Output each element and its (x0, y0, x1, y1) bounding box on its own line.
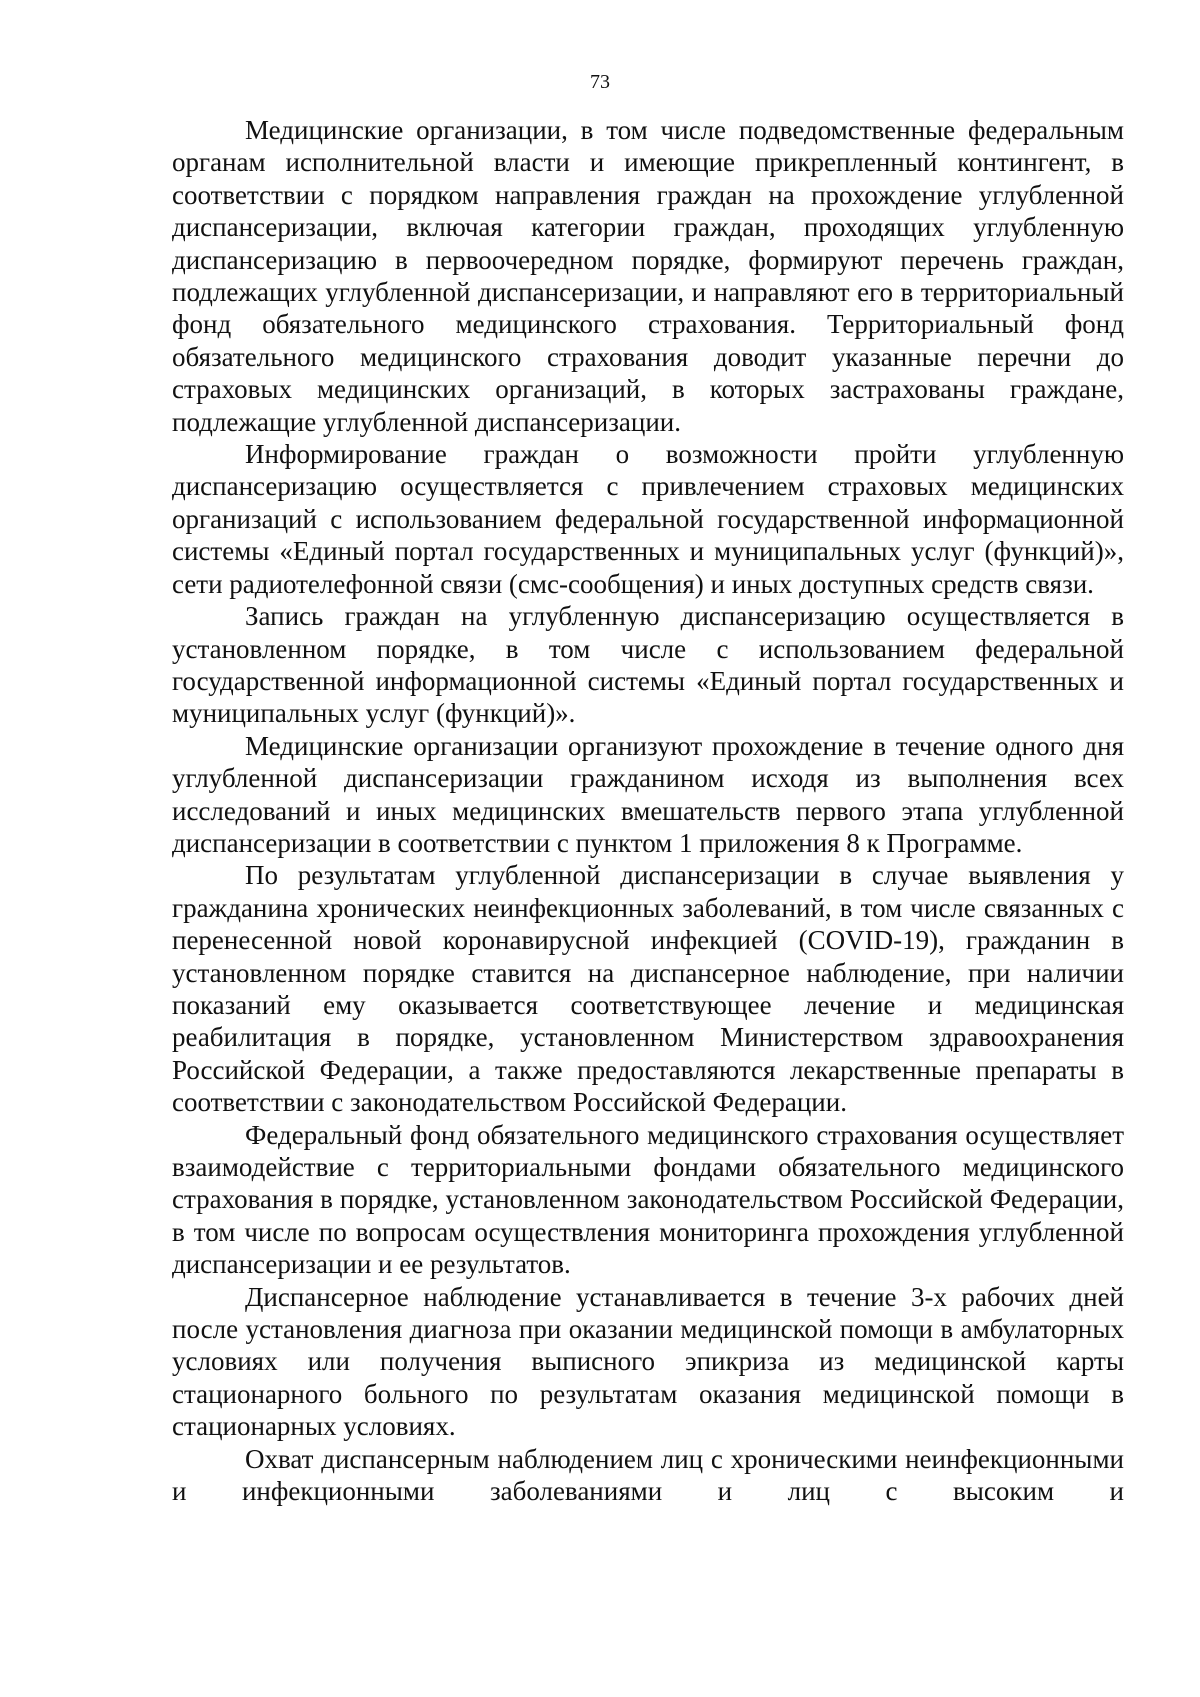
paragraph-federal-fund: Федеральный фонд обязательного медицинского страхования осуществляет взаимодействие с территориальными фондами обязательного медицинского страхования в порядке, установленном законодательством Российской Федерации, в том числе по вопросам осуществления мониторинга прохождения углубленной диспансеризации и ее результатов. (172, 1119, 1124, 1280)
page-number: 73 (590, 71, 610, 93)
paragraph-screening-results: По результатам углубленной диспансеризации в случае выявления у гражданина хронических неинфекционных заболеваний, в том числе связанных с перенесенной новой коронавирусной инфекцией (COVID-19), гражданин в установленном порядке ставится на диспансерное наблюдение, при наличии показаний ему оказывается соответствующее лечение и медицинская реабилитация в порядке, установленном Министерством здравоохранения Российской Федерации, а также предоставляются лекарственные препараты в соответствии с законодательством Российской Федерации. (172, 860, 1124, 1118)
paragraph-dispensary-observation: Диспансерное наблюдение устанавливается в течение 3-х рабочих дней после установления диагноза при оказании медицинской помощи в амбулаторных условиях или получения выписного эпикриза из медицинской карты стационарного больного по результатам оказания медицинской помощи в стационарных условиях. (172, 1281, 1124, 1442)
document-body (172, 114, 1124, 1507)
paragraph-patient-lists: Медицинские организации, в том числе подведомственные федеральным органам исполнительной власти и имеющие прикрепленный контингент, в соответствии с порядком направления граждан на прохождение углубленной диспансеризации, включая категории граждан, проходящих углубленную диспансеризацию в первоочередном порядке, формируют перечень граждан, подлежащих углубленной диспансеризации, и направляют его в территориальный фонд обязательного медицинского страхования. Территориальный фонд обязательного медицинского страхования доводит указанные перечни до страховых медицинских организаций, в которых застрахованы граждане, подлежащие углубленной диспансеризации. (172, 115, 1124, 437)
paragraph-one-day-screening: Медицинские организации организуют прохождение в течение одного дня углубленной диспансеризации гражданином исходя из выполнения всех исследований и иных медицинских вмешательств первого этапа углубленной диспансеризации в соответствии с пунктом 1 приложения 8 к Программе. (172, 730, 1124, 858)
paragraph-appointment-booking: Запись граждан на углубленную диспансеризацию осуществляется в установленном порядке, в том числе с использованием федеральной государственной информационной системы «Единый портал государственных и муниципальных услуг (функций)». (172, 601, 1124, 729)
paragraph-observation-coverage: Охват диспансерным наблюдением лиц с хроническими неинфекционными и инфекционными заболеваниями и лиц с высоким и (172, 1443, 1124, 1507)
paragraph-informing-citizens: Информирование граждан о возможности пройти углубленную диспансеризацию осуществляется с привлечением страховых медицинских организаций с использованием федеральной государственной информационной системы «Единый портал государственных и муниципальных услуг (функций)», сети радиотелефонной связи (смс-сообщения) и иных доступных средств связи. (172, 439, 1124, 599)
